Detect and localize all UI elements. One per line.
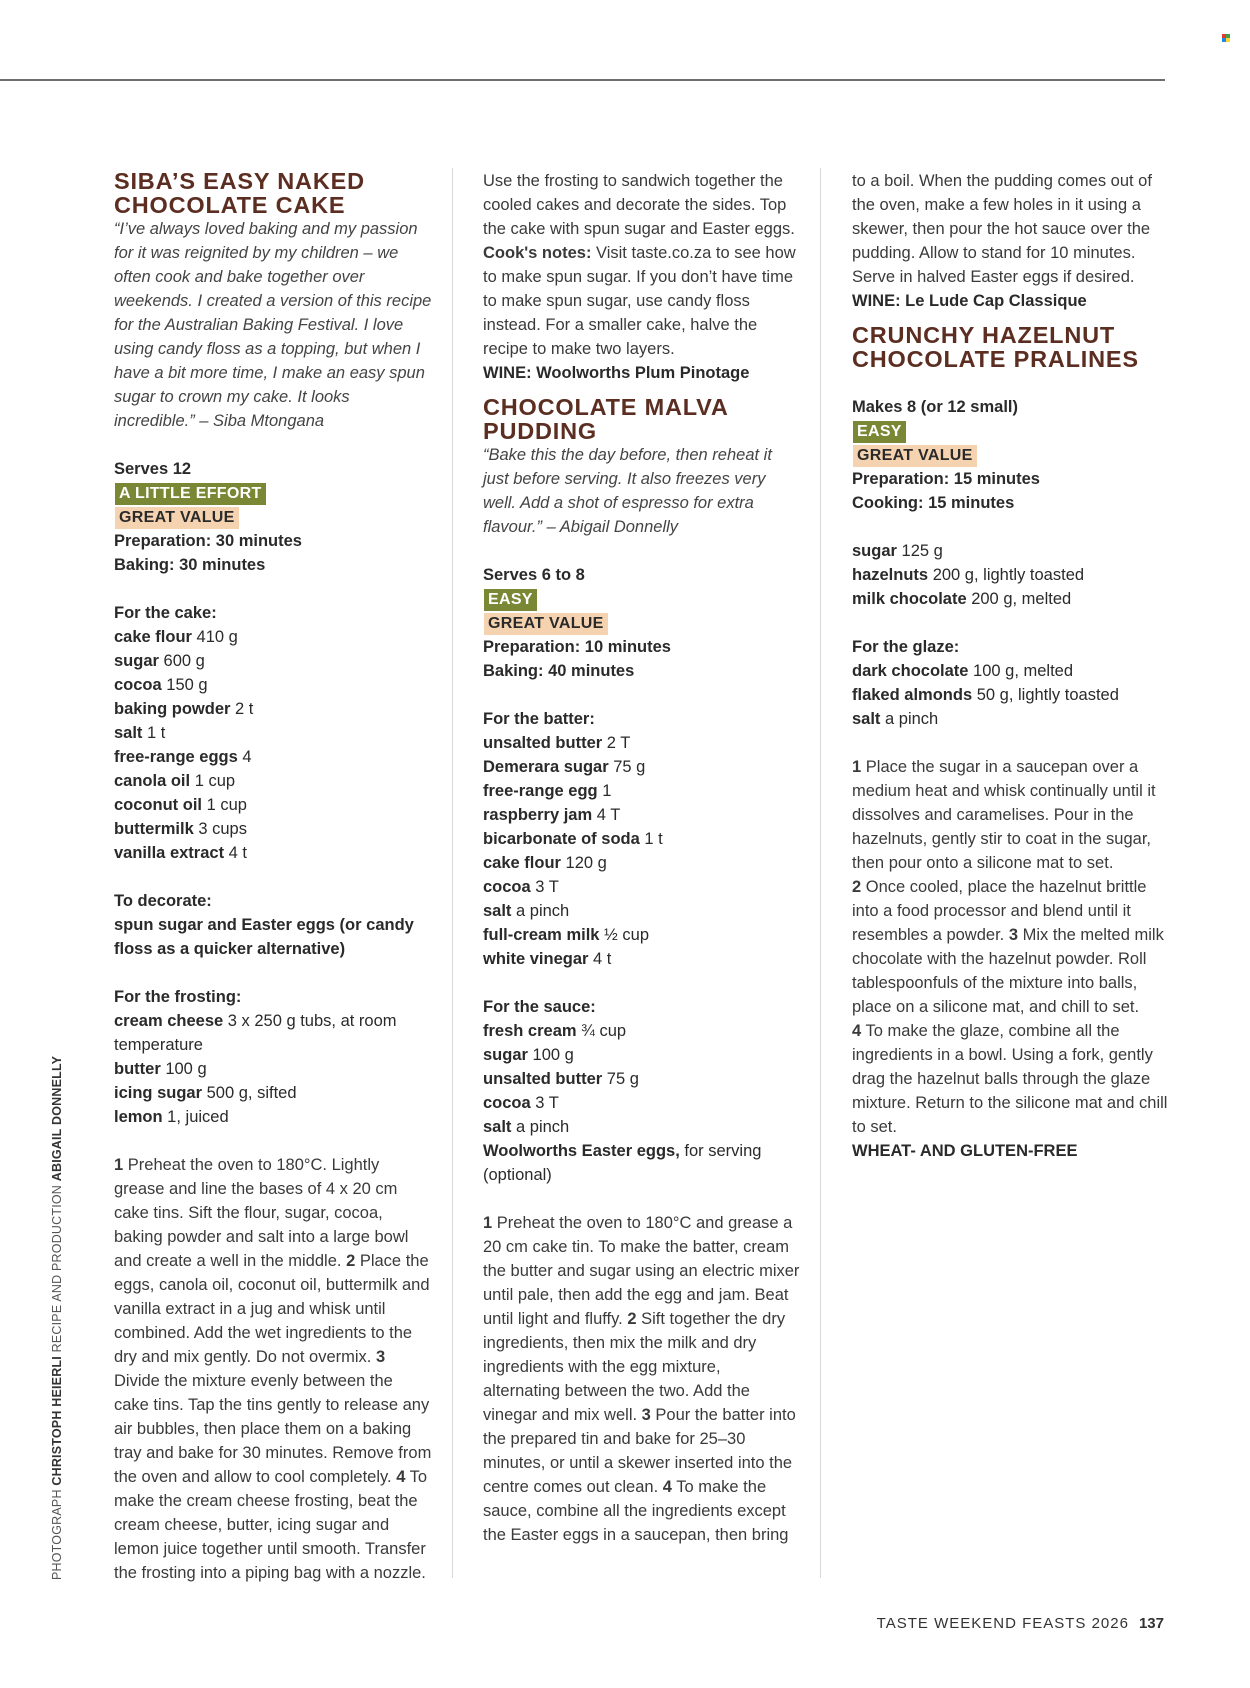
ingredient: unsalted butter 75 g <box>483 1070 639 1088</box>
ingredient-heading: For the sauce: <box>483 998 596 1016</box>
cooking-time: Cooking: 15 minutes <box>852 494 1015 512</box>
value-badge: GREAT VALUE <box>484 613 608 635</box>
ingredient: coconut oil 1 cup <box>114 796 247 814</box>
column-2 <box>483 169 801 1547</box>
photo-credit: PHOTOGRAPH CHRISTOPH HEIERLI RECIPE AND PRODUCTION ABIGAIL DONNELLY <box>50 1055 64 1580</box>
ingredient-heading: To decorate: <box>114 892 212 910</box>
column-3 <box>852 169 1170 1163</box>
value-badge: GREAT VALUE <box>853 445 977 467</box>
method-step: 4 To make the glaze, combine all the ingredients in a bowl. Using a fork, gently drag the hazelnut balls through the glaze mixture. Return to the silicone mat and chill to set. <box>852 1022 1168 1136</box>
ingredient-list <box>483 731 801 971</box>
ingredient: spun sugar and Easter eggs (or candy floss as a quicker alternative) <box>114 916 414 958</box>
ingredient-list <box>114 1009 432 1129</box>
method-text: 1 Preheat the oven to 180°C. Lightly grease and line the bases of 4 x 20 cm cake tins. Sift the flour, sugar, cocoa, baking powder and salt into a large bowl and create a well in the middle. 2 Place the eggs, canola oil, coconut oil, buttermilk and vanilla extract in a jug and whisk until combined. Add the wet ingredients to the dry and mix gently. Do not overmix. 3 Divide the mixture evenly between the cake tins. Tap the tins gently to release any air bubbles, then place them on a baking tray and bake for 30 minutes. Remove from the oven and allow to cool completely. 4 To make the cream cheese frosting, beat the cream cheese, butter, icing sugar and lemon juice together until smooth. Transfer the frosting into a piping bag with a nozzle. <box>114 1156 432 1582</box>
ingredient: sugar 600 g <box>114 652 205 670</box>
ingredient: salt 1 t <box>114 724 166 742</box>
ingredient: canola oil 1 cup <box>114 772 236 790</box>
ingredient: cake flour 120 g <box>483 854 607 872</box>
ingredient-list <box>852 659 1170 731</box>
wine-pairing: WINE: Woolworths Plum Pinotage <box>483 364 750 382</box>
ingredient: Woolworths Easter eggs, for serving (optional) <box>483 1142 762 1184</box>
ingredient-heading: For the cake: <box>114 604 217 622</box>
ingredient-list <box>852 539 1170 611</box>
ingredient: raspberry jam 4 T <box>483 806 621 824</box>
top-rule <box>0 79 1165 81</box>
ingredient: cake flour 410 g <box>114 628 238 646</box>
makes: Makes 8 (or 12 small) <box>852 398 1018 416</box>
corner-mark <box>1222 34 1230 42</box>
ingredient: icing sugar 500 g, sifted <box>114 1084 297 1102</box>
ingredient: cocoa 3 T <box>483 1094 559 1112</box>
ingredient: butter 100 g <box>114 1060 207 1078</box>
method-step: 1 Place the sugar in a saucepan over a medium heat and whisk continually until it dissolves and caramelises. Pour in the hazelnuts, gently stir to coat in the sugar, then pour onto a silicone mat to set. <box>852 758 1156 872</box>
column-divider <box>452 168 453 1578</box>
ingredient: fresh cream ¾ cup <box>483 1022 627 1040</box>
ingredient: lemon 1, juiced <box>114 1108 229 1126</box>
ingredient: unsalted butter 2 T <box>483 734 631 752</box>
ingredient: free-range egg 1 <box>483 782 612 800</box>
ingredient: cream cheese 3 x 250 g tubs, at room temperature <box>114 1012 397 1054</box>
effort-badge: A LITTLE EFFORT <box>115 483 266 505</box>
prep-time: Preparation: 15 minutes <box>852 470 1040 488</box>
ingredient: milk chocolate 200 g, melted <box>852 590 1072 608</box>
ingredient: full-cream milk ½ cup <box>483 926 650 944</box>
ingredient-heading: For the batter: <box>483 710 595 728</box>
ingredient-list <box>114 625 432 865</box>
method-step: 2 Once cooled, place the hazelnut brittle into a food processor and blend until it resembles a powder. 3 Mix the melted milk chocolate with the hazelnut powder. Roll tablespoonfuls of the mixture into balls, place on a silicone mat, and chill to set. <box>852 878 1164 1016</box>
page-number: 137 <box>1138 1615 1164 1632</box>
magazine-name: TASTE WEEKEND FEASTS 2026 <box>876 1615 1129 1632</box>
ingredient: vanilla extract 4 t <box>114 844 247 862</box>
recipe-title-malva: CHOCOLATE MALVA PUDDING <box>483 394 729 444</box>
method-text: to a boil. When the pudding comes out of the oven, make a few holes in it using a skewer, then pour the hot sauce over the pudding. Allow to stand for 10 minutes. Serve in halved Easter eggs if desired. <box>852 172 1152 286</box>
serves: Serves 12 <box>114 460 192 478</box>
effort-badge: EASY <box>853 421 906 443</box>
ingredient: buttermilk 3 cups <box>114 820 247 838</box>
recipe-title-cake: SIBA’S EASY NAKED CHOCOLATE CAKE <box>114 168 365 218</box>
column-1 <box>114 169 432 1585</box>
ingredient: bicarbonate of soda 1 t <box>483 830 663 848</box>
ingredient: white vinegar 4 t <box>483 950 612 968</box>
ingredient: salt a pinch <box>852 710 939 728</box>
baking-time: Baking: 40 minutes <box>483 662 635 680</box>
recipe-intro-quote: “I’ve always loved baking and my passion for it was reignited by my children – we often cook and bake together over weekends. I created a version of this recipe for the Australian Baking Festival. I love using candy floss as a topping, but when I have a bit more time, I make an easy spun sugar to crown my cake. It looks incredible.” – Siba Mtongana <box>114 220 432 430</box>
page-footer <box>877 1612 1164 1636</box>
ingredient: cocoa 3 T <box>483 878 559 896</box>
ingredient: sugar 125 g <box>852 542 943 560</box>
baking-time: Baking: 30 minutes <box>114 556 266 574</box>
ingredient: baking powder 2 t <box>114 700 254 718</box>
ingredient: dark chocolate 100 g, melted <box>852 662 1074 680</box>
recipe-title-pralines: CRUNCHY HAZELNUT CHOCOLATE PRALINES <box>852 322 1139 372</box>
cooks-notes: Cook's notes: Visit taste.co.za to see how to make spun sugar. If you don’t have time to make spun sugar, use candy floss instead. For a smaller cake, halve the recipe to make two layers. <box>483 244 796 358</box>
effort-badge: EASY <box>484 589 537 611</box>
ingredient: hazelnuts 200 g, lightly toasted <box>852 566 1085 584</box>
recipe-intro-quote: “Bake this the day before, then reheat it just before serving. It also freezes very well. Add a shot of espresso for extra flavour.” – Abigail Donnelly <box>483 446 772 536</box>
ingredient: free-range eggs 4 <box>114 748 252 766</box>
method-text: Use the frosting to sandwich together the cooled cakes and decorate the sides. Top the cake with spun sugar and Easter eggs. <box>483 172 795 238</box>
ingredient-heading: For the glaze: <box>852 638 960 656</box>
value-badge: GREAT VALUE <box>115 507 239 529</box>
ingredient: flaked almonds 50 g, lightly toasted <box>852 686 1119 704</box>
dietary-note: WHEAT- AND GLUTEN-FREE <box>852 1142 1078 1160</box>
wine-pairing: WINE: Le Lude Cap Classique <box>852 292 1087 310</box>
column-divider <box>820 168 821 1578</box>
ingredient: salt a pinch <box>483 902 570 920</box>
method-text: 1 Preheat the oven to 180°C and grease a 20 cm cake tin. To make the batter, cream the butter and sugar using an electric mixer until pale, then add the egg and jam. Beat until light and fluffy. 2 Sift together the dry ingredients, then mix the milk and dry ingredients with the egg mixture, alternating between the two. Add the vinegar and mix well. 3 Pour the batter into the prepared tin and bake for 25–30 minutes, or until a skewer inserted into the centre comes out clean. 4 To make the sauce, combine all the ingredients except the Easter eggs in a saucepan, then bring <box>483 1214 800 1544</box>
prep-time: Preparation: 30 minutes <box>114 532 302 550</box>
ingredient: cocoa 150 g <box>114 676 208 694</box>
ingredient: salt a pinch <box>483 1118 570 1136</box>
ingredient: sugar 100 g <box>483 1046 574 1064</box>
ingredient-list <box>483 1019 801 1187</box>
prep-time: Preparation: 10 minutes <box>483 638 671 656</box>
ingredient-heading: For the frosting: <box>114 988 242 1006</box>
ingredient: Demerara sugar 75 g <box>483 758 646 776</box>
serves: Serves 6 to 8 <box>483 566 585 584</box>
